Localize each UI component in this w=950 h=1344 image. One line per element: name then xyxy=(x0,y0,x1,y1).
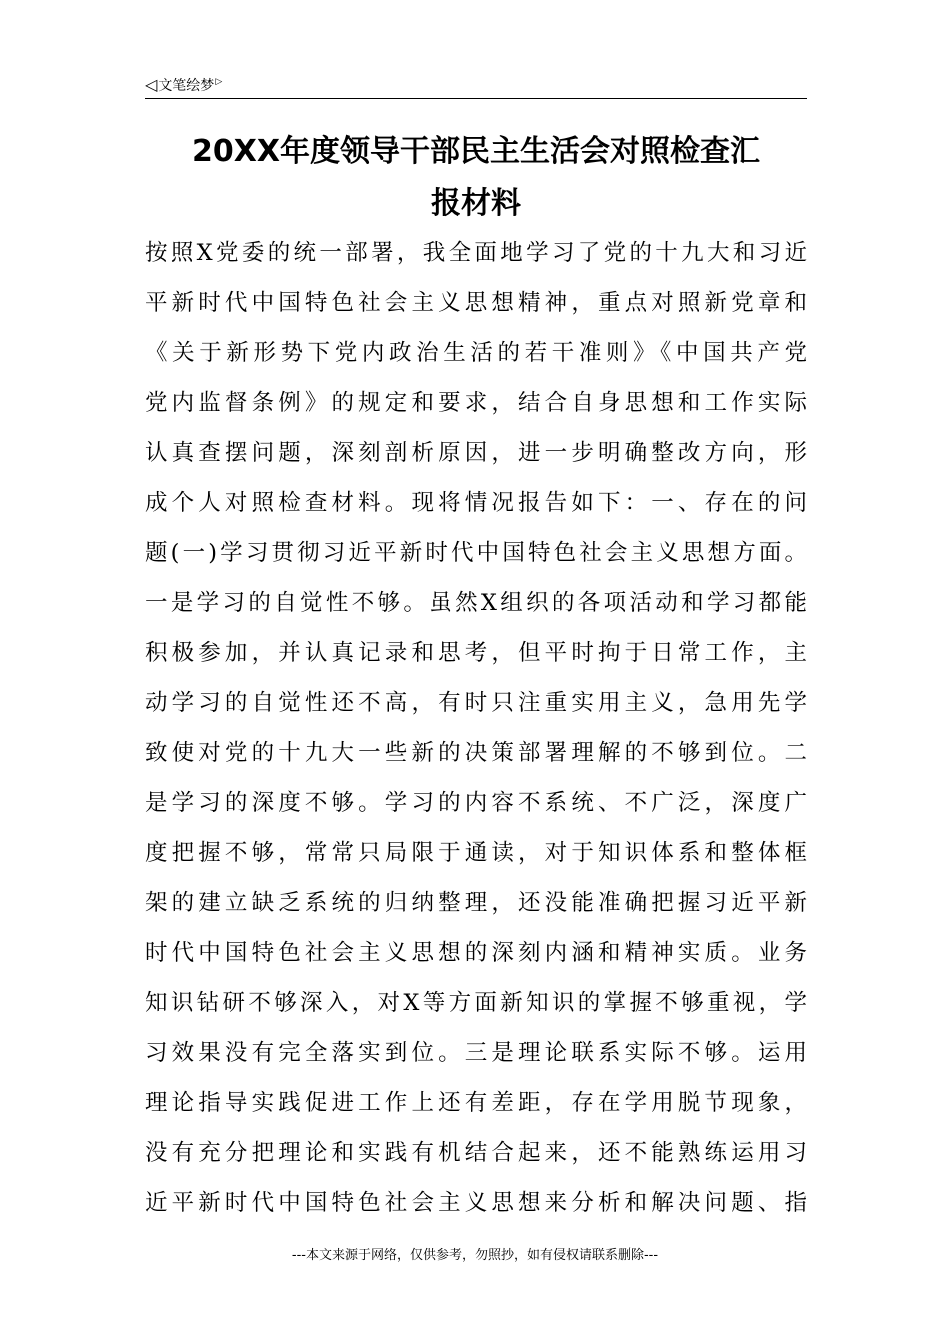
body-line: 一是学习的自觉性不够。虽然X组织的各项活动和学习都能 xyxy=(145,590,807,616)
body-line: 近平新时代中国特色社会主义思想来分析和解决问题、指 xyxy=(145,1190,807,1216)
body-line: 动学习的自觉性还不高，有时只注重实用主义，急用先学 xyxy=(145,690,807,716)
body-line: 时代中国特色社会主义思想的深刻内涵和精神实质。业务 xyxy=(145,940,807,966)
right-triangle-icon: ▷ xyxy=(215,76,223,87)
page-footer-disclaimer: ---本文来源于网络，仅供参考，勿照抄，如有侵权请联系删除--- xyxy=(291,1248,659,1263)
body-line: 是学习的深度不够。学习的内容不系统、不广泛，深度广 xyxy=(145,790,807,816)
body-line: 理论指导实践促进工作上还有差距，存在学用脱节现象， xyxy=(145,1090,807,1116)
body-line: 积极参加，并认真记录和思考，但平时拘于日常工作，主 xyxy=(145,640,807,666)
left-triangle-icon: ◁ xyxy=(145,75,158,94)
page-header xyxy=(145,72,807,99)
body-line: 知识钻研不够深入，对X等方面新知识的掌握不够重视，学 xyxy=(145,990,807,1016)
body-line: 认真查摆问题，深刻剖析原因，进一步明确整改方向，形 xyxy=(145,440,807,466)
title-line-2: 报材料 xyxy=(431,186,521,221)
body-line: 平新时代中国特色社会主义思想精神，重点对照新党章和 xyxy=(145,290,807,316)
header-brand-text: 文笔绘梦 xyxy=(158,78,215,94)
body-line: 按照X党委的统一部署，我全面地学习了党的十九大和习近 xyxy=(145,240,807,266)
title-line-1: 20XX年度领导干部民主生活会对照检查汇 xyxy=(191,134,760,169)
body-line: 题(一)学习贯彻习近平新时代中国特色社会主义思想方面。 xyxy=(145,540,807,566)
body-line: 架的建立缺乏系统的归纳整理，还没能准确把握习近平新 xyxy=(145,890,807,916)
body-line: 致使对党的十九大一些新的决策部署理解的不够到位。二 xyxy=(145,740,807,766)
body-line: 没有充分把理论和实践有机结合起来，还不能熟练运用习 xyxy=(145,1140,807,1166)
body-line: 习效果没有完全落实到位。三是理论联系实际不够。运用 xyxy=(145,1040,807,1066)
document-body xyxy=(145,228,807,1228)
body-line: 《关于新形势下党内政治生活的若干准则》《中国共产党 xyxy=(145,340,807,366)
body-line: 党内监督条例》的规定和要求，结合自身思想和工作实际 xyxy=(145,390,807,416)
body-line: 成个人对照检查材料。现将情况报告如下：一、存在的问 xyxy=(145,490,807,516)
body-line: 度把握不够，常常只局限于通读，对于知识体系和整体框 xyxy=(145,840,807,866)
document-title xyxy=(145,126,807,230)
